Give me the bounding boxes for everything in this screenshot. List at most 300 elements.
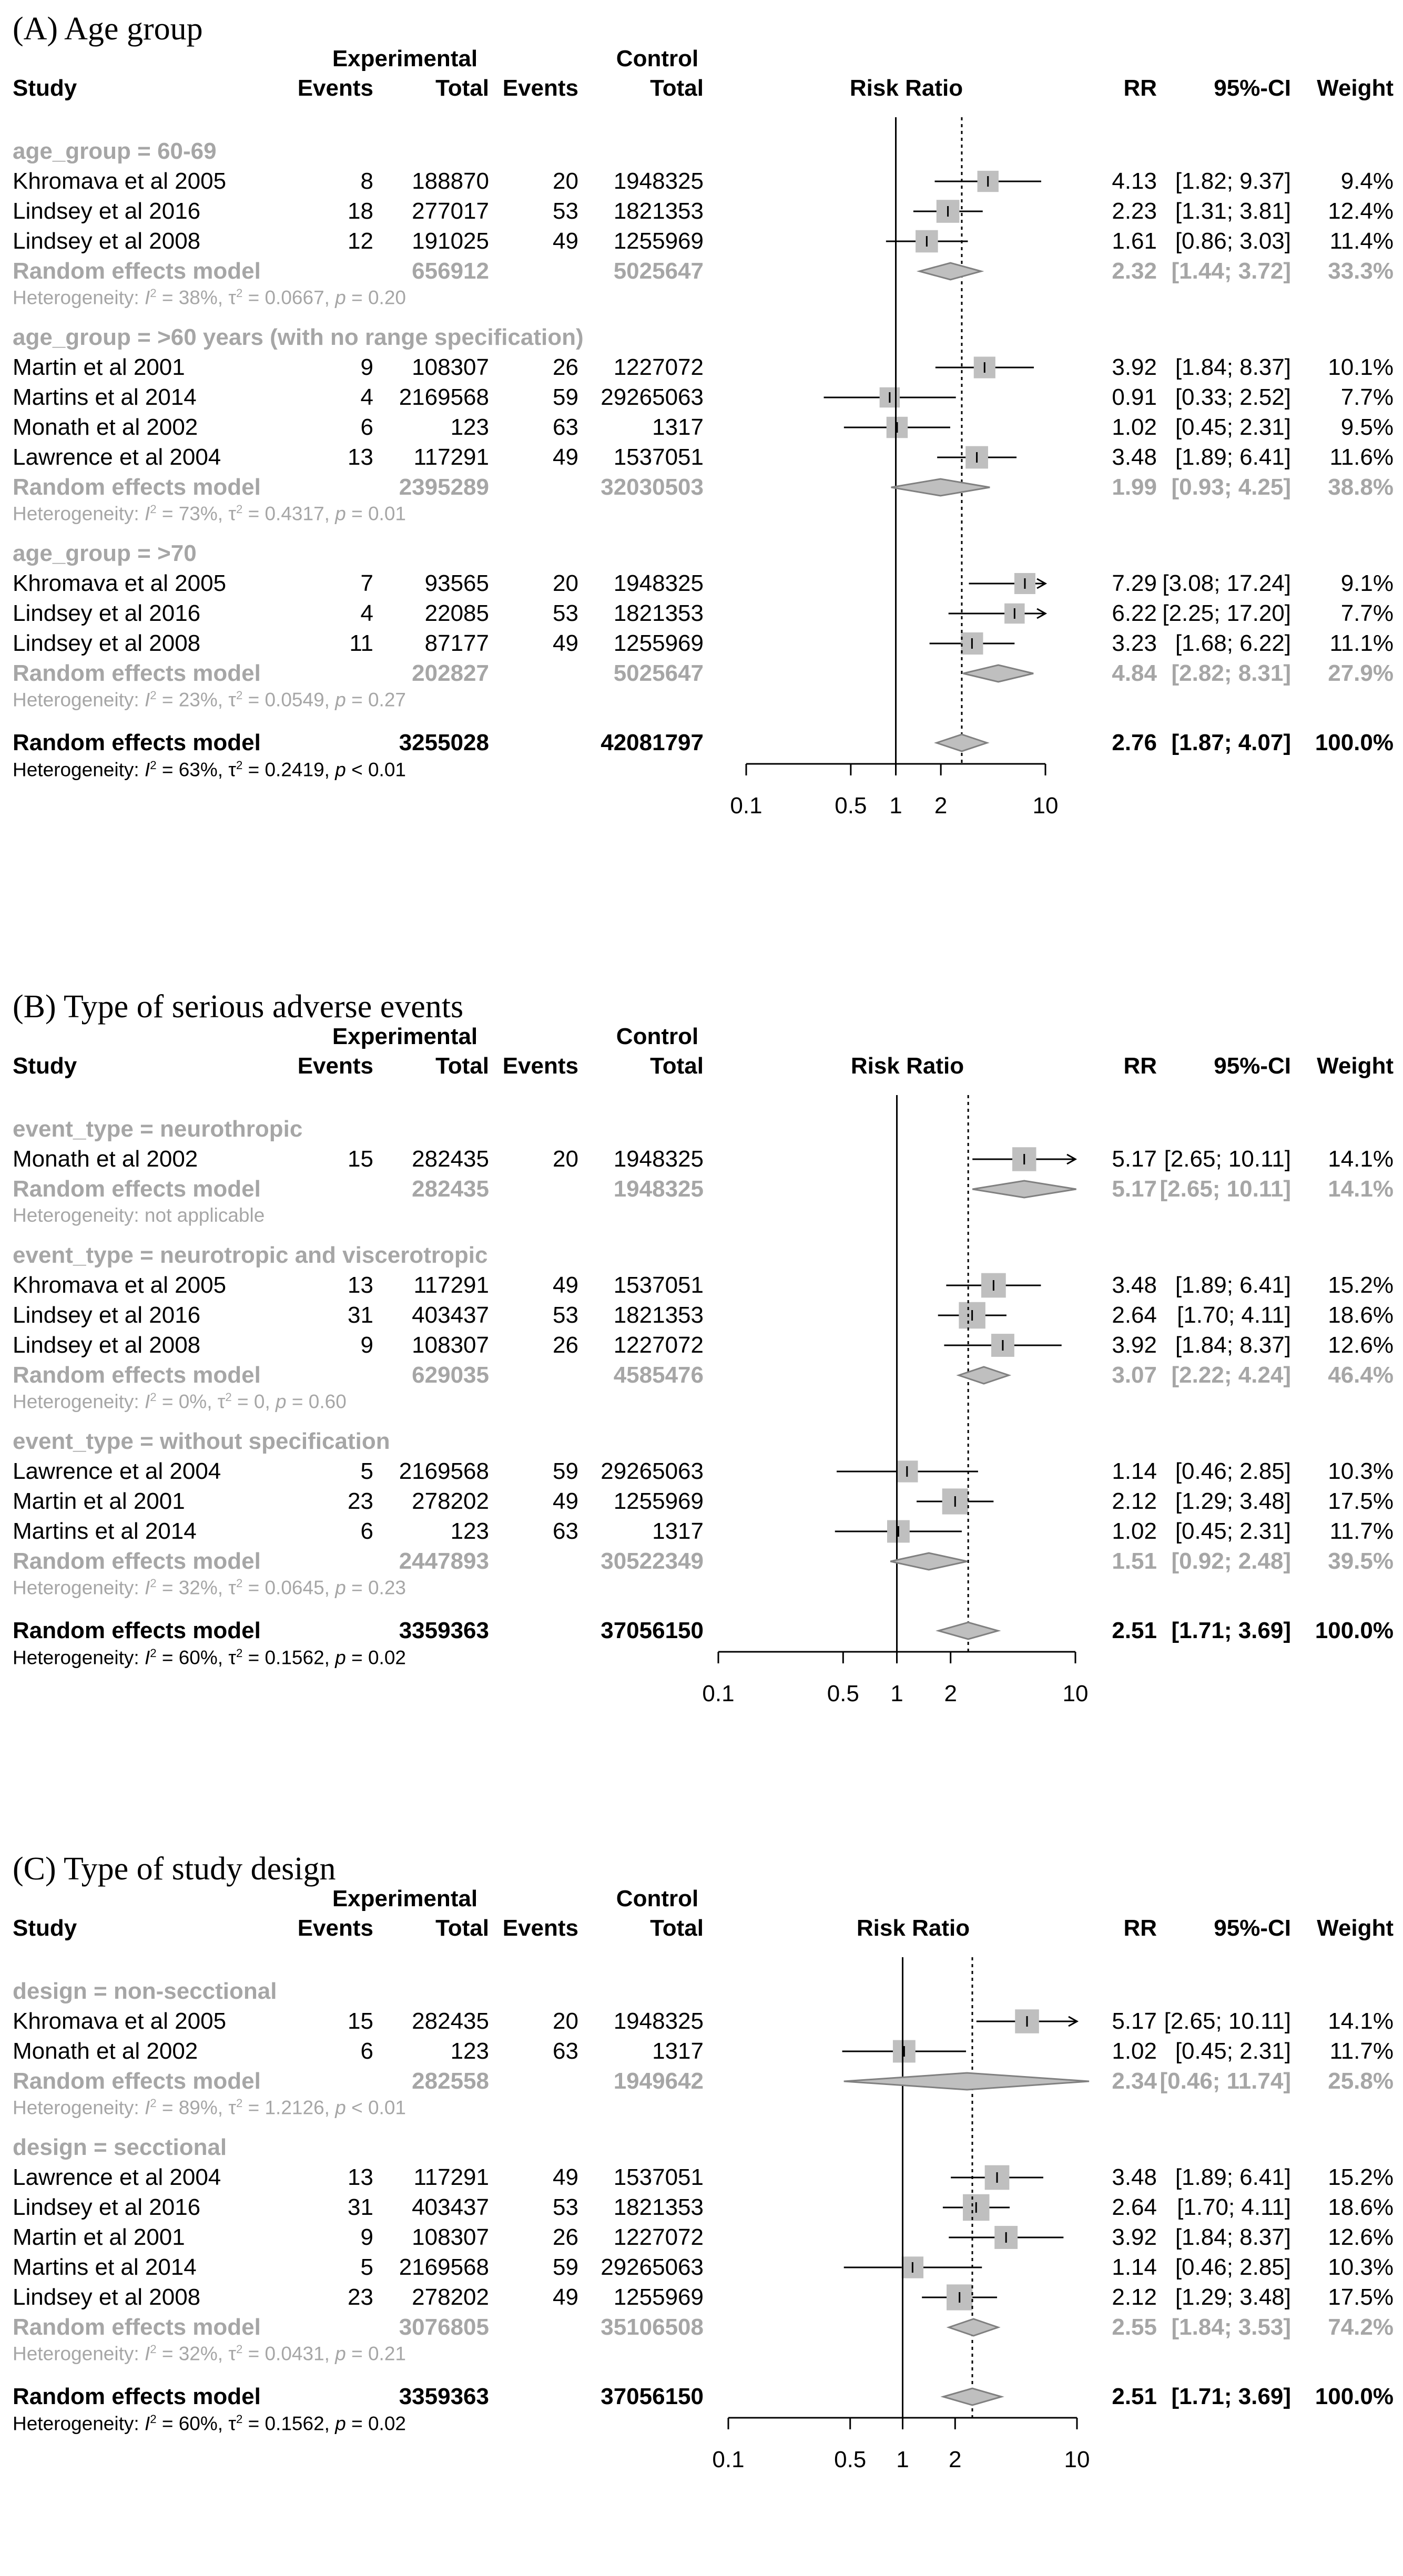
rr-value: 3.48 bbox=[1112, 2164, 1157, 2190]
events-ctrl: 53 bbox=[553, 198, 578, 224]
study-name: Lawrence et al 2004 bbox=[13, 1458, 221, 1484]
total-exp: 278202 bbox=[412, 1488, 489, 1514]
rr-value: 3.48 bbox=[1112, 444, 1157, 470]
events-exp: 6 bbox=[360, 414, 373, 440]
subgroup-model-label: Random effects model bbox=[13, 660, 261, 686]
subgroup-model-label: Random effects model bbox=[13, 1176, 261, 1202]
header-total-ctrl: Total bbox=[650, 75, 704, 101]
header-total-exp: Total bbox=[435, 75, 489, 101]
rr-value: 1.14 bbox=[1112, 2254, 1157, 2280]
header-weight: Weight bbox=[1317, 1915, 1394, 1941]
ci-value: [1.29; 3.48] bbox=[1175, 1488, 1291, 1514]
total-exp: 123 bbox=[450, 1518, 489, 1544]
events-ctrl: 49 bbox=[553, 444, 578, 470]
weight-value: 15.2% bbox=[1328, 1272, 1394, 1298]
subgroup-label: event_type = neurotropic and viscerotropic bbox=[13, 1242, 488, 1268]
x-axis-tick-label: 2 bbox=[934, 793, 948, 819]
total-ctrl: 1948325 bbox=[613, 1146, 704, 1172]
events-ctrl: 59 bbox=[553, 384, 578, 410]
events-ctrl: 20 bbox=[553, 1146, 578, 1172]
header-events-exp: Events bbox=[297, 1915, 373, 1941]
ci-value: [2.65; 10.11] bbox=[1164, 1146, 1291, 1172]
ci-value: [1.84; 8.37] bbox=[1175, 2224, 1291, 2250]
header-events-ctrl: Events bbox=[502, 75, 578, 101]
subgroup-label: age_group = >60 years (with no range specification) bbox=[13, 324, 584, 350]
weight-value: 9.5% bbox=[1340, 414, 1394, 440]
total-exp: 403437 bbox=[412, 2194, 489, 2220]
events-exp: 31 bbox=[348, 1302, 373, 1328]
total-exp: 2169568 bbox=[399, 2254, 489, 2280]
total-exp: 278202 bbox=[412, 2284, 489, 2310]
ci-value: [0.45; 2.31] bbox=[1175, 1518, 1291, 1544]
header-experimental: Experimental bbox=[332, 1024, 478, 1049]
x-axis-tick-label: 0.1 bbox=[712, 2447, 745, 2472]
x-axis-tick-label: 0.5 bbox=[827, 1681, 859, 1706]
rr-value: 3.92 bbox=[1112, 354, 1157, 380]
study-name: Lindsey et al 2016 bbox=[13, 2194, 201, 2220]
rr-value: 2.23 bbox=[1112, 198, 1157, 224]
subgroup-model-label: Random effects model bbox=[13, 2068, 261, 2094]
subgroup-label: age_group = 60-69 bbox=[13, 138, 217, 164]
study-name: Martins et al 2014 bbox=[13, 1518, 197, 1544]
events-exp: 5 bbox=[360, 1458, 373, 1484]
subgroup-weight: 74.2% bbox=[1328, 2314, 1394, 2340]
weight-value: 12.6% bbox=[1328, 1332, 1394, 1358]
header-risk-ratio: Risk Ratio bbox=[849, 75, 963, 101]
overall-model-label: Random effects model bbox=[13, 1618, 261, 1643]
total-ctrl: 1821353 bbox=[613, 198, 704, 224]
study-name: Lindsey et al 2008 bbox=[13, 2284, 201, 2310]
subgroup-total-ctrl: 5025647 bbox=[613, 258, 704, 284]
subgroup-rr: 2.55 bbox=[1112, 2314, 1157, 2340]
total-exp: 108307 bbox=[412, 2224, 489, 2250]
subgroup-weight: 14.1% bbox=[1328, 1176, 1394, 1202]
total-ctrl: 1317 bbox=[652, 1518, 704, 1544]
panel-title: (C) Type of study design bbox=[13, 1851, 336, 1887]
weight-value: 9.4% bbox=[1340, 168, 1394, 194]
events-ctrl: 20 bbox=[553, 2008, 578, 2034]
weight-value: 10.1% bbox=[1328, 354, 1394, 380]
rr-value: 1.61 bbox=[1112, 228, 1157, 254]
events-ctrl: 53 bbox=[553, 2194, 578, 2220]
subgroup-ci: [2.65; 10.11] bbox=[1160, 1176, 1291, 1202]
subgroup-weight: 27.9% bbox=[1328, 660, 1394, 686]
overall-rr: 2.51 bbox=[1112, 1618, 1157, 1643]
total-exp: 123 bbox=[450, 414, 489, 440]
study-name: Khromava et al 2005 bbox=[13, 1272, 227, 1298]
weight-value: 7.7% bbox=[1340, 384, 1394, 410]
events-exp: 11 bbox=[349, 630, 373, 656]
total-ctrl: 1317 bbox=[652, 2038, 704, 2064]
ci-value: [1.70; 4.11] bbox=[1177, 1302, 1291, 1328]
header-weight: Weight bbox=[1317, 75, 1394, 101]
weight-value: 17.5% bbox=[1328, 1488, 1394, 1514]
events-exp: 9 bbox=[360, 1332, 373, 1358]
total-ctrl: 29265063 bbox=[601, 384, 704, 410]
subgroup-ci: [2.82; 8.31] bbox=[1171, 660, 1291, 686]
weight-value: 12.6% bbox=[1328, 2224, 1394, 2250]
overall-heterogeneity: Heterogeneity: $I^2 = 63\%$, $\tau^2 = 0.2419$, p < 0.01 bbox=[13, 759, 406, 781]
total-exp: 282435 bbox=[412, 1146, 489, 1172]
subgroup-total-ctrl: 35106508 bbox=[601, 2314, 704, 2340]
events-exp: 23 bbox=[348, 2284, 373, 2310]
rr-value: 1.02 bbox=[1112, 1518, 1157, 1544]
study-name: Lindsey et al 2008 bbox=[13, 228, 201, 254]
total-ctrl: 1537051 bbox=[613, 1272, 704, 1298]
total-exp: 123 bbox=[450, 2038, 489, 2064]
total-ctrl: 1821353 bbox=[613, 600, 704, 626]
study-name: Lindsey et al 2016 bbox=[13, 1302, 201, 1328]
total-ctrl: 1255969 bbox=[613, 228, 704, 254]
subgroup-total-ctrl: 4585476 bbox=[613, 1362, 704, 1388]
events-exp: 7 bbox=[360, 570, 373, 596]
subgroup-total-ctrl: 30522349 bbox=[601, 1548, 704, 1574]
header-experimental: Experimental bbox=[332, 1886, 478, 1911]
events-exp: 5 bbox=[360, 2254, 373, 2280]
subgroup-rr: 1.51 bbox=[1112, 1548, 1157, 1574]
overall-heterogeneity: Heterogeneity: $I^2 = 60\%$, $\tau^2 = 0.1562$, p = 0.02 bbox=[13, 1647, 406, 1669]
events-ctrl: 53 bbox=[553, 1302, 578, 1328]
overall-rr: 2.51 bbox=[1112, 2384, 1157, 2409]
weight-value: 11.7% bbox=[1329, 2038, 1394, 2064]
weight-value: 14.1% bbox=[1328, 1146, 1394, 1172]
header-risk-ratio: Risk Ratio bbox=[850, 1053, 964, 1079]
header-total-exp: Total bbox=[435, 1915, 489, 1941]
subgroup-heterogeneity: Heterogeneity: $I^2 = 38\%$, $\tau^2 = 0.0667$, p = 0.20 bbox=[13, 287, 406, 309]
subgroup-total-exp: 2447893 bbox=[399, 1548, 489, 1574]
subgroup-model-label: Random effects model bbox=[13, 258, 261, 284]
rr-value: 3.48 bbox=[1112, 1272, 1157, 1298]
events-ctrl: 26 bbox=[553, 354, 578, 380]
ci-value: [1.82; 9.37] bbox=[1175, 168, 1291, 194]
overall-rr: 2.76 bbox=[1112, 730, 1157, 755]
overall-total-exp: 3359363 bbox=[399, 2384, 489, 2409]
events-ctrl: 26 bbox=[553, 2224, 578, 2250]
subgroup-ci: [0.92; 2.48] bbox=[1171, 1548, 1291, 1574]
overall-ci: [1.87; 4.07] bbox=[1171, 730, 1291, 755]
total-ctrl: 1948325 bbox=[613, 168, 704, 194]
overall-weight: 100.0% bbox=[1315, 1618, 1394, 1643]
header-total-ctrl: Total bbox=[650, 1053, 704, 1079]
x-axis-tick-label: 10 bbox=[1064, 2447, 1090, 2472]
subgroup-heterogeneity: Heterogeneity: $I^2 = 23\%$, $\tau^2 = 0.0549$, p = 0.27 bbox=[13, 689, 406, 711]
header-weight: Weight bbox=[1317, 1053, 1394, 1079]
header-ci: 95%-CI bbox=[1214, 1915, 1291, 1941]
events-exp: 23 bbox=[348, 1488, 373, 1514]
subgroup-rr: 1.99 bbox=[1112, 474, 1157, 500]
study-name: Martin et al 2001 bbox=[13, 2224, 185, 2250]
ci-value: [3.08; 17.24] bbox=[1162, 570, 1291, 596]
weight-value: 12.4% bbox=[1328, 198, 1394, 224]
events-exp: 4 bbox=[360, 600, 373, 626]
events-exp: 13 bbox=[348, 2164, 373, 2190]
overall-total-ctrl: 37056150 bbox=[601, 2384, 704, 2409]
ci-value: [1.89; 6.41] bbox=[1175, 444, 1291, 470]
x-axis-tick-label: 1 bbox=[890, 1681, 903, 1706]
total-ctrl: 1227072 bbox=[613, 354, 704, 380]
weight-value: 11.6% bbox=[1329, 444, 1394, 470]
subgroup-total-exp: 282435 bbox=[412, 1176, 489, 1202]
subgroup-ci: [1.44; 3.72] bbox=[1171, 258, 1291, 284]
events-ctrl: 49 bbox=[553, 1488, 578, 1514]
weight-value: 11.7% bbox=[1329, 1518, 1394, 1544]
rr-value: 5.17 bbox=[1112, 2008, 1157, 2034]
total-ctrl: 1255969 bbox=[613, 2284, 704, 2310]
rr-value: 1.14 bbox=[1112, 1458, 1157, 1484]
header-rr: RR bbox=[1123, 1053, 1157, 1079]
total-exp: 117291 bbox=[413, 2164, 489, 2190]
events-ctrl: 53 bbox=[553, 600, 578, 626]
weight-value: 10.3% bbox=[1328, 1458, 1394, 1484]
rr-value: 5.17 bbox=[1112, 1146, 1157, 1172]
subgroup-total-exp: 2395289 bbox=[399, 474, 489, 500]
overall-total-ctrl: 42081797 bbox=[601, 730, 704, 755]
events-exp: 6 bbox=[360, 2038, 373, 2064]
rr-value: 2.64 bbox=[1112, 1302, 1157, 1328]
rr-value: 0.91 bbox=[1112, 384, 1157, 410]
events-ctrl: 49 bbox=[553, 2164, 578, 2190]
study-name: Lindsey et al 2016 bbox=[13, 600, 201, 626]
total-ctrl: 1227072 bbox=[613, 1332, 704, 1358]
events-exp: 18 bbox=[348, 198, 373, 224]
subgroup-weight: 33.3% bbox=[1328, 258, 1394, 284]
total-exp: 2169568 bbox=[399, 1458, 489, 1484]
study-name: Martin et al 2001 bbox=[13, 354, 185, 380]
events-exp: 9 bbox=[360, 2224, 373, 2250]
header-study: Study bbox=[13, 1053, 77, 1079]
subgroup-rr: 3.07 bbox=[1112, 1362, 1157, 1388]
events-ctrl: 49 bbox=[553, 2284, 578, 2310]
header-experimental: Experimental bbox=[332, 46, 478, 71]
events-exp: 13 bbox=[348, 1272, 373, 1298]
subgroup-ci: [0.46; 11.74] bbox=[1160, 2068, 1291, 2094]
weight-value: 11.4% bbox=[1329, 228, 1394, 254]
events-ctrl: 59 bbox=[553, 2254, 578, 2280]
subgroup-model-label: Random effects model bbox=[13, 474, 261, 500]
events-ctrl: 49 bbox=[553, 1272, 578, 1298]
study-name: Lindsey et al 2008 bbox=[13, 630, 201, 656]
weight-value: 7.7% bbox=[1340, 600, 1394, 626]
subgroup-total-ctrl: 1948325 bbox=[613, 1176, 704, 1202]
header-events-exp: Events bbox=[297, 1053, 373, 1079]
subgroup-total-ctrl: 5025647 bbox=[613, 660, 704, 686]
ci-value: [1.89; 6.41] bbox=[1175, 2164, 1291, 2190]
header-rr: RR bbox=[1123, 1915, 1157, 1941]
total-exp: 108307 bbox=[412, 1332, 489, 1358]
subgroup-total-ctrl: 1949642 bbox=[613, 2068, 704, 2094]
subgroup-total-exp: 282558 bbox=[412, 2068, 489, 2094]
total-ctrl: 1255969 bbox=[613, 630, 704, 656]
ci-value: [1.84; 8.37] bbox=[1175, 1332, 1291, 1358]
x-axis-tick-label: 0.5 bbox=[835, 793, 867, 819]
subgroup-ci: [2.22; 4.24] bbox=[1171, 1362, 1291, 1388]
events-exp: 8 bbox=[360, 168, 373, 194]
x-axis-tick-label: 10 bbox=[1062, 1681, 1089, 1706]
subgroup-heterogeneity: Heterogeneity: $I^2 = 89\%$, $\tau^2 = 1.2126$, p < 0.01 bbox=[13, 2097, 406, 2119]
subgroup-weight: 25.8% bbox=[1328, 2068, 1394, 2094]
subgroup-ci: [0.93; 4.25] bbox=[1171, 474, 1291, 500]
subgroup-heterogeneity: Heterogeneity: $I^2 = 32\%$, $\tau^2 = 0.0431$, p = 0.21 bbox=[13, 2343, 406, 2365]
header-total-exp: Total bbox=[435, 1053, 489, 1079]
ci-value: [0.86; 3.03] bbox=[1175, 228, 1291, 254]
header-ci: 95%-CI bbox=[1214, 75, 1291, 101]
subgroup-total-exp: 3076805 bbox=[399, 2314, 489, 2340]
subgroup-weight: 46.4% bbox=[1328, 1362, 1394, 1388]
total-ctrl: 1255969 bbox=[613, 1488, 704, 1514]
total-ctrl: 1821353 bbox=[613, 1302, 704, 1328]
overall-total-exp: 3255028 bbox=[399, 730, 489, 755]
rr-value: 4.13 bbox=[1112, 168, 1157, 194]
study-name: Lawrence et al 2004 bbox=[13, 2164, 221, 2190]
rr-value: 2.64 bbox=[1112, 2194, 1157, 2220]
total-exp: 22085 bbox=[424, 600, 489, 626]
total-exp: 191025 bbox=[412, 228, 489, 254]
header-rr: RR bbox=[1123, 75, 1157, 101]
weight-value: 18.6% bbox=[1328, 2194, 1394, 2220]
overall-total-exp: 3359363 bbox=[399, 1618, 489, 1643]
header-events-ctrl: Events bbox=[502, 1915, 578, 1941]
total-exp: 282435 bbox=[412, 2008, 489, 2034]
panel-title: (A) Age group bbox=[13, 11, 203, 47]
subgroup-model-label: Random effects model bbox=[13, 1548, 261, 1574]
events-ctrl: 20 bbox=[553, 168, 578, 194]
study-name: Martins et al 2014 bbox=[13, 2254, 197, 2280]
subgroup-rr: 2.32 bbox=[1112, 258, 1157, 284]
events-ctrl: 63 bbox=[553, 2038, 578, 2064]
subgroup-total-exp: 656912 bbox=[412, 258, 489, 284]
events-exp: 15 bbox=[348, 2008, 373, 2034]
total-exp: 108307 bbox=[412, 354, 489, 380]
subgroup-heterogeneity: Heterogeneity: $I^2 = 0\%$, $\tau^2 = 0$, p = 0.60 bbox=[13, 1391, 347, 1413]
ci-value: [0.45; 2.31] bbox=[1175, 2038, 1291, 2064]
events-ctrl: 49 bbox=[553, 630, 578, 656]
overall-model-label: Random effects model bbox=[13, 2384, 261, 2409]
subgroup-rr: 5.17 bbox=[1112, 1176, 1157, 1202]
x-axis-tick-label: 1 bbox=[896, 2447, 909, 2472]
events-exp: 15 bbox=[348, 1146, 373, 1172]
events-ctrl: 59 bbox=[553, 1458, 578, 1484]
header-events-exp: Events bbox=[297, 75, 373, 101]
header-total-ctrl: Total bbox=[650, 1915, 704, 1941]
ci-value: [0.46; 2.85] bbox=[1175, 2254, 1291, 2280]
total-exp: 188870 bbox=[412, 168, 489, 194]
header-events-ctrl: Events bbox=[502, 1053, 578, 1079]
header-ci: 95%-CI bbox=[1214, 1053, 1291, 1079]
total-exp: 87177 bbox=[424, 630, 489, 656]
rr-value: 7.29 bbox=[1112, 570, 1157, 596]
x-axis-tick-label: 0.1 bbox=[702, 1681, 735, 1706]
ci-value: [1.29; 3.48] bbox=[1175, 2284, 1291, 2310]
subgroup-heterogeneity: Heterogeneity: $I^2 = 73\%$, $\tau^2 = 0.4317$, p = 0.01 bbox=[13, 503, 406, 525]
total-exp: 93565 bbox=[424, 570, 489, 596]
subgroup-label: event_type = neurothropic bbox=[13, 1116, 303, 1142]
subgroup-label: event_type = without specification bbox=[13, 1428, 390, 1454]
subgroup-weight: 38.8% bbox=[1328, 474, 1394, 500]
rr-value: 3.92 bbox=[1112, 2224, 1157, 2250]
subgroup-model-label: Random effects model bbox=[13, 2314, 261, 2340]
ci-value: [1.70; 4.11] bbox=[1177, 2194, 1291, 2220]
header-control: Control bbox=[616, 1886, 699, 1911]
header-control: Control bbox=[616, 1024, 699, 1049]
total-ctrl: 1948325 bbox=[613, 2008, 704, 2034]
subgroup-rr: 2.34 bbox=[1112, 2068, 1157, 2094]
events-exp: 31 bbox=[348, 2194, 373, 2220]
total-exp: 2169568 bbox=[399, 384, 489, 410]
overall-ci: [1.71; 3.69] bbox=[1171, 1618, 1291, 1643]
subgroup-weight: 39.5% bbox=[1328, 1548, 1394, 1574]
study-name: Monath et al 2002 bbox=[13, 1146, 198, 1172]
study-name: Lindsey et al 2008 bbox=[13, 1332, 201, 1358]
events-exp: 13 bbox=[348, 444, 373, 470]
overall-weight: 100.0% bbox=[1315, 730, 1394, 755]
ci-value: [2.25; 17.20] bbox=[1162, 600, 1291, 626]
total-ctrl: 29265063 bbox=[601, 1458, 704, 1484]
study-name: Monath et al 2002 bbox=[13, 2038, 198, 2064]
x-axis-tick-label: 0.5 bbox=[834, 2447, 867, 2472]
ci-value: [0.45; 2.31] bbox=[1175, 414, 1291, 440]
subgroup-label: age_group = >70 bbox=[13, 540, 197, 566]
study-name: Martin et al 2001 bbox=[13, 1488, 185, 1514]
weight-value: 18.6% bbox=[1328, 1302, 1394, 1328]
subgroup-model-label: Random effects model bbox=[13, 1362, 261, 1388]
total-ctrl: 1537051 bbox=[613, 2164, 704, 2190]
study-name: Monath et al 2002 bbox=[13, 414, 198, 440]
x-axis-tick-label: 2 bbox=[949, 2447, 962, 2472]
overall-heterogeneity: Heterogeneity: $I^2 = 60\%$, $\tau^2 = 0.1562$, p = 0.02 bbox=[13, 2413, 406, 2435]
subgroup-heterogeneity: Heterogeneity: not applicable bbox=[13, 1204, 265, 1226]
panel-title: (B) Type of serious adverse events bbox=[13, 989, 464, 1025]
events-ctrl: 49 bbox=[553, 228, 578, 254]
study-name: Khromava et al 2005 bbox=[13, 168, 227, 194]
rr-value: 3.92 bbox=[1112, 1332, 1157, 1358]
subgroup-total-exp: 629035 bbox=[412, 1362, 489, 1388]
subgroup-label: design = secctional bbox=[13, 2134, 227, 2160]
total-exp: 277017 bbox=[412, 198, 489, 224]
total-exp: 117291 bbox=[413, 444, 489, 470]
rr-value: 2.12 bbox=[1112, 2284, 1157, 2310]
rr-value: 2.12 bbox=[1112, 1488, 1157, 1514]
ci-value: [1.89; 6.41] bbox=[1175, 1272, 1291, 1298]
subgroup-label: design = non-secctional bbox=[13, 1978, 277, 2004]
events-ctrl: 63 bbox=[553, 414, 578, 440]
overall-weight: 100.0% bbox=[1315, 2384, 1394, 2409]
rr-value: 1.02 bbox=[1112, 2038, 1157, 2064]
x-axis-tick-label: 2 bbox=[944, 1681, 957, 1706]
total-exp: 403437 bbox=[412, 1302, 489, 1328]
total-ctrl: 1317 bbox=[652, 414, 704, 440]
total-ctrl: 1821353 bbox=[613, 2194, 704, 2220]
total-ctrl: 1227072 bbox=[613, 2224, 704, 2250]
subgroup-ci: [1.84; 3.53] bbox=[1171, 2314, 1291, 2340]
total-ctrl: 1537051 bbox=[613, 444, 704, 470]
header-control: Control bbox=[616, 46, 699, 71]
subgroup-total-exp: 202827 bbox=[412, 660, 489, 686]
weight-value: 14.1% bbox=[1328, 2008, 1394, 2034]
study-name: Lawrence et al 2004 bbox=[13, 444, 221, 470]
x-axis-tick-label: 0.1 bbox=[730, 793, 762, 819]
rr-value: 3.23 bbox=[1112, 630, 1157, 656]
study-name: Martins et al 2014 bbox=[13, 384, 197, 410]
events-exp: 12 bbox=[348, 228, 373, 254]
subgroup-heterogeneity: Heterogeneity: $I^2 = 32\%$, $\tau^2 = 0.0645$, p = 0.23 bbox=[13, 1577, 406, 1599]
weight-value: 15.2% bbox=[1328, 2164, 1394, 2190]
x-axis-tick-label: 10 bbox=[1032, 793, 1059, 819]
header-study: Study bbox=[13, 1915, 77, 1941]
ci-value: [1.68; 6.22] bbox=[1175, 630, 1291, 656]
subgroup-rr: 4.84 bbox=[1112, 660, 1157, 686]
total-exp: 117291 bbox=[413, 1272, 489, 1298]
ci-value: [0.46; 2.85] bbox=[1175, 1458, 1291, 1484]
